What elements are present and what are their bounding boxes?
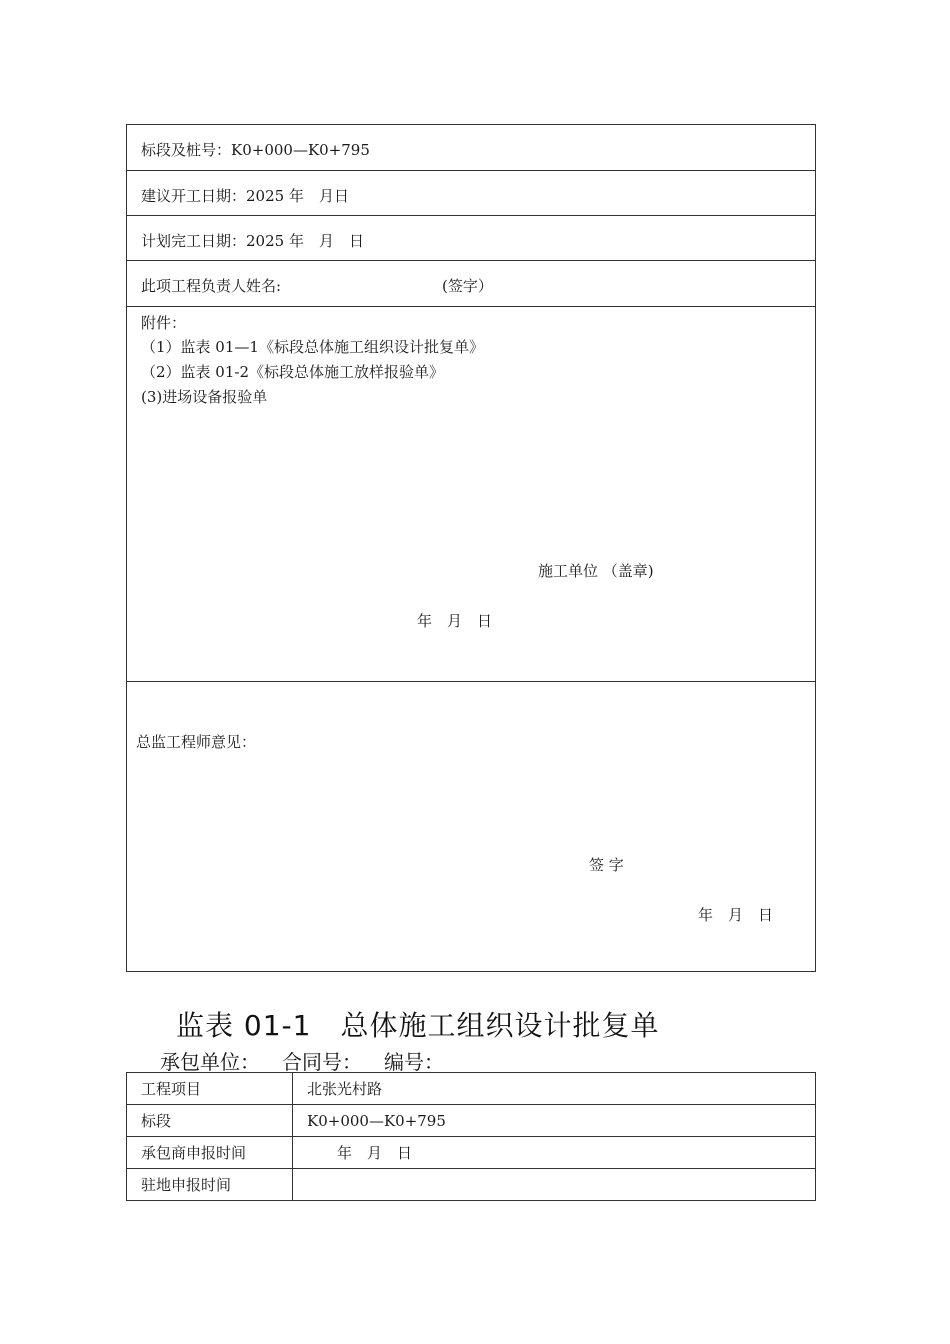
attachments-title: 附件：	[141, 314, 187, 332]
contractor-date: 年 月 日	[417, 612, 493, 630]
table-key: 承包商申报时间	[127, 1137, 293, 1169]
table-row	[127, 1169, 816, 1201]
contractor-seal: 施工单位 （盖章)	[538, 562, 654, 580]
table-value: 北张光村路	[293, 1073, 816, 1105]
attachment-item: (3)进场设备报验单	[141, 388, 268, 406]
contractor-label: 承包单位：	[160, 1050, 260, 1074]
responsible-label: 此项工程负责人姓名:	[141, 277, 282, 295]
start-date-row	[127, 171, 815, 216]
table-value	[293, 1169, 816, 1201]
table-row	[127, 1137, 816, 1169]
table-key: 工程项目	[127, 1073, 293, 1105]
responsible-row	[127, 261, 815, 307]
chief-date: 年 月 日	[698, 906, 774, 924]
table-row	[127, 1105, 816, 1137]
table-row	[127, 1073, 816, 1105]
attachment-item: （2）监表 01-2《标段总体施工放样报验单》	[141, 363, 445, 381]
number-label: 编号：	[384, 1050, 444, 1074]
table-key: 标段	[127, 1105, 293, 1137]
table-value: 年 月 日	[293, 1137, 816, 1169]
contract-no-label: 合同号：	[282, 1050, 362, 1074]
end-date-row	[127, 216, 815, 261]
table-value: K0+000—K0+795	[293, 1105, 816, 1137]
section-label: 标段及桩号：K0+000—K0+795	[141, 141, 370, 159]
chief-sign: 签 字	[589, 856, 624, 874]
form-header-line	[160, 1046, 466, 1075]
section-row	[127, 125, 815, 171]
page-title: 监表 01-1 总体施工组织设计批复单	[176, 1009, 660, 1042]
attachments-row	[127, 307, 815, 682]
chief-opinion-label: 总监工程师意见：	[136, 733, 257, 751]
approval-table	[126, 1072, 816, 1201]
responsible-sign: (签字）	[442, 277, 493, 295]
attachment-item: （1）监表 01—1《标段总体施工组织设计批复单》	[141, 338, 484, 356]
start-date-label: 建议开工日期：2025 年 月日	[141, 187, 349, 205]
table-key: 驻地申报时间	[127, 1169, 293, 1201]
application-form	[126, 124, 816, 972]
end-date-label: 计划完工日期：2025 年 月 日	[141, 232, 364, 250]
